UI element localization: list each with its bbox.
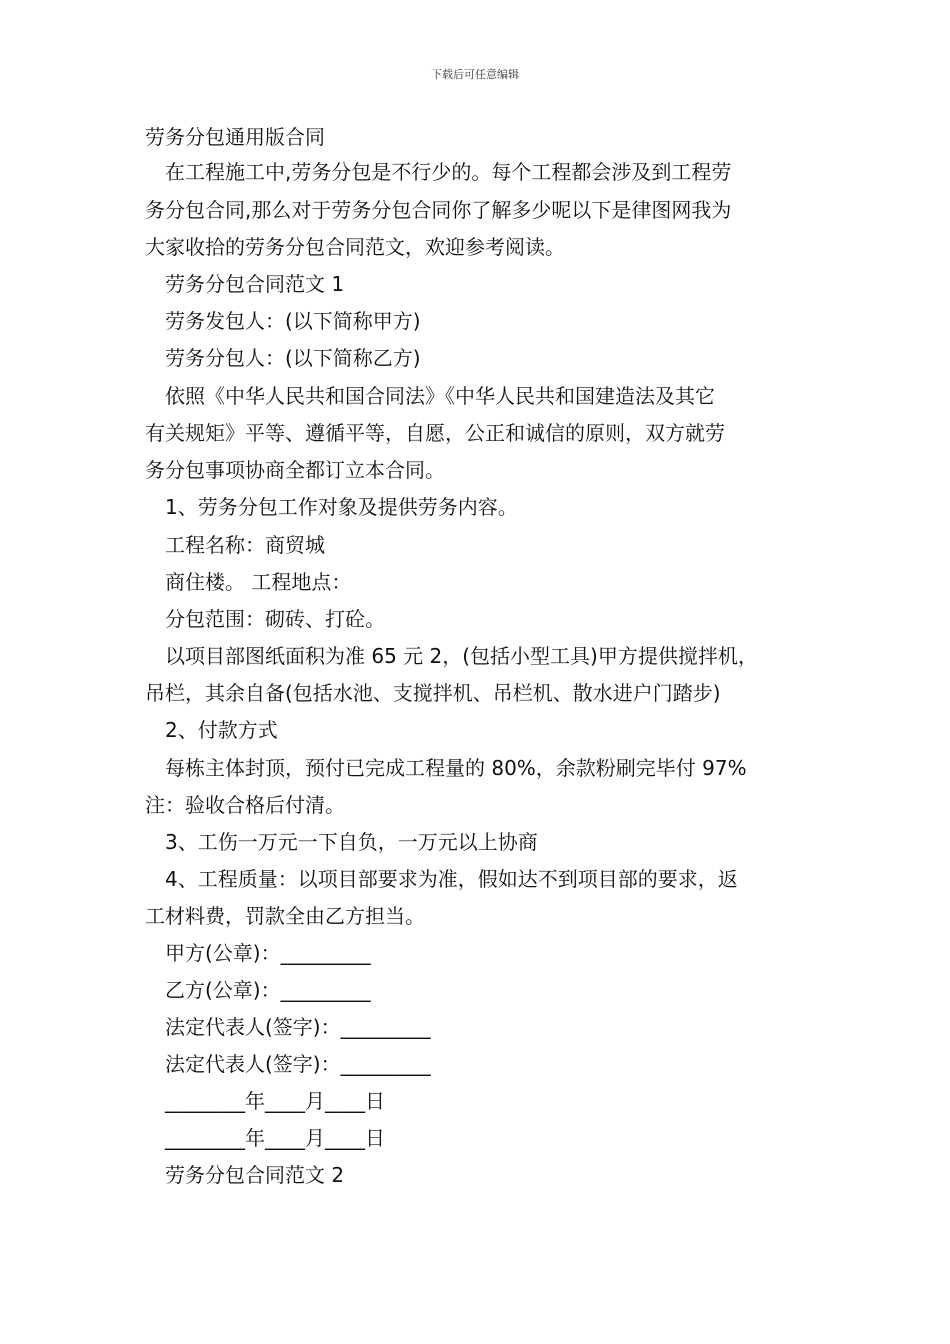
paragraph-line: 吊栏，其余自备(包括水池、支搅拌机、吊栏机、散水进户门踏步) bbox=[145, 681, 721, 705]
paragraph-line: 有关规矩》平等、遵循平等，自愿，公正和诚信的原则，双方就劳 bbox=[145, 421, 725, 445]
date-line: ________年____月____日 bbox=[165, 1089, 385, 1113]
paragraph-line: 工材料费，罚款全由乙方担当。 bbox=[145, 904, 425, 928]
clause-heading: 2、付款方式 bbox=[165, 718, 278, 742]
signature-line: 乙方(公章)：_________ bbox=[165, 978, 371, 1002]
document-title: 劳务分包通用版合同 bbox=[145, 125, 325, 149]
paragraph-line: 商住楼。 工程地点： bbox=[165, 570, 352, 594]
paragraph-line: 以项目部图纸面积为准 65 元 2，(包括小型工具)甲方提供搅拌机， bbox=[165, 644, 758, 668]
clause-heading: 4、工程质量：以项目部要求为准，假如达不到项目部的要求，返 bbox=[165, 867, 738, 891]
section-heading: 劳务分包合同范文 2 bbox=[165, 1163, 345, 1187]
paragraph-line: 务分包事项协商全都订立本合同。 bbox=[145, 458, 445, 482]
signature-line: 法定代表人(签字)：_________ bbox=[165, 1052, 431, 1076]
paragraph-line: 大家收拾的劳务分包合同范文，欢迎参考阅读。 bbox=[145, 235, 565, 259]
paragraph-line: 注：验收合格后付清。 bbox=[145, 793, 345, 817]
section-heading: 劳务分包合同范文 1 bbox=[165, 272, 345, 296]
page-header-note: 下载后可任意编辑 bbox=[431, 68, 519, 81]
date-line: ________年____月____日 bbox=[165, 1126, 385, 1150]
paragraph-line: 劳务分包人：(以下简称乙方) bbox=[165, 346, 421, 370]
paragraph-line: 劳务发包人：(以下简称甲方) bbox=[165, 309, 421, 333]
paragraph-line: 在工程施工中,劳务分包是不行少的。每个工程都会涉及到工程劳 bbox=[165, 160, 732, 184]
clause-heading: 3、工伤一万元一下自负，一万元以上协商 bbox=[165, 830, 538, 854]
signature-line: 甲方(公章)：_________ bbox=[165, 941, 371, 965]
clause-heading: 1、劳务分包工作对象及提供劳务内容。 bbox=[165, 495, 518, 519]
paragraph-line: 依照《中华人民共和国合同法》《中华人民共和国建造法及其它 bbox=[165, 384, 715, 408]
paragraph-line: 每栋主体封顶，预付已完成工程量的 80%，余款粉刷完毕付 97% bbox=[165, 756, 747, 780]
paragraph-line: 分包范围：砌砖、打砼。 bbox=[165, 607, 385, 631]
signature-line: 法定代表人(签字)：_________ bbox=[165, 1015, 431, 1039]
paragraph-line: 工程名称：商贸城 bbox=[165, 533, 325, 557]
paragraph-line: 务分包合同,那么对于劳务分包合同你了解多少呢以下是律图网我为 bbox=[145, 198, 732, 222]
